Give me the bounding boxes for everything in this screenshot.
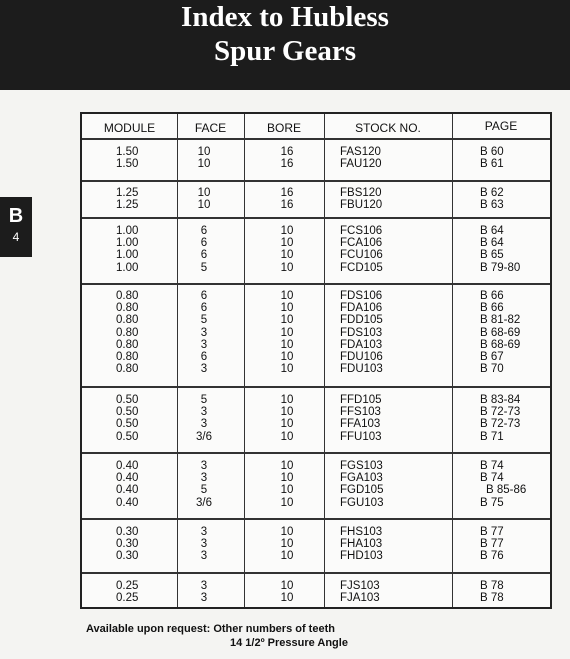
face-cell: 3 xyxy=(200,538,208,551)
page-cell: B 79-80 xyxy=(480,261,521,274)
module-cell: 1.00 xyxy=(116,237,139,250)
page-cell: B 61 xyxy=(480,158,504,171)
module-cell: 0.40 xyxy=(116,484,139,497)
table-row xyxy=(82,460,550,472)
stock-no-cell: FGD105 xyxy=(340,484,384,497)
table-row xyxy=(82,406,550,418)
stock-no-cell: FDU103 xyxy=(340,363,383,376)
face-cell: 3 xyxy=(200,550,208,563)
bore-cell: 10 xyxy=(280,363,294,376)
bore-cell: 10 xyxy=(280,350,294,363)
face-cell: 3 xyxy=(200,418,208,431)
module-group xyxy=(82,394,550,443)
table-row xyxy=(82,314,550,326)
table-row xyxy=(82,146,550,158)
bore-cell: 10 xyxy=(280,418,294,431)
bore-cell: 10 xyxy=(280,225,294,237)
table-row xyxy=(82,550,550,562)
page-header xyxy=(0,0,570,90)
group-divider xyxy=(82,217,550,219)
face-cell: 3 xyxy=(200,338,208,351)
module-cell: 1.00 xyxy=(116,249,139,262)
module-cell: 0.80 xyxy=(116,326,139,339)
column-header-module: MODULE xyxy=(103,121,156,135)
footer-note-line1: Available upon request: Other numbers of teeth xyxy=(86,623,335,635)
page-cell: B 72-73 xyxy=(480,418,521,431)
module-group xyxy=(82,187,550,211)
bore-cell: 10 xyxy=(280,326,294,339)
page-cell: B 78 xyxy=(480,580,504,592)
face-cell: 6 xyxy=(200,290,208,302)
table-row xyxy=(82,290,550,302)
stock-no-cell: FDA103 xyxy=(340,338,383,351)
header-divider xyxy=(82,138,550,140)
bore-cell: 16 xyxy=(280,199,294,212)
face-cell: 3 xyxy=(200,592,208,605)
face-cell: 5 xyxy=(200,314,208,327)
page-title-line1: Index to Hubless xyxy=(181,1,389,33)
module-cell: 1.25 xyxy=(116,187,139,199)
stock-no-cell: FGS103 xyxy=(340,460,383,472)
table-row xyxy=(82,418,550,430)
bore-cell: 10 xyxy=(280,338,294,351)
page-cell: B 70 xyxy=(480,363,504,376)
face-cell: 3 xyxy=(200,326,208,339)
table-row xyxy=(82,199,550,211)
bore-cell: 10 xyxy=(280,394,294,406)
module-cell: 0.50 xyxy=(116,430,139,443)
page-cell: B 64 xyxy=(480,225,504,237)
bore-cell: 10 xyxy=(280,406,294,419)
page-cell: B 74 xyxy=(480,472,504,485)
table-row xyxy=(82,431,550,443)
bore-cell: 10 xyxy=(280,249,294,262)
module-cell: 0.80 xyxy=(116,290,139,302)
face-cell: 5 xyxy=(200,261,208,274)
table-row xyxy=(82,237,550,249)
face-cell: 3 xyxy=(200,580,208,592)
face-cell: 5 xyxy=(200,484,208,497)
table-row xyxy=(82,339,550,351)
column-header-bore: BORE xyxy=(266,121,301,135)
page-cell: B 76 xyxy=(480,550,504,563)
group-divider xyxy=(82,386,550,388)
bore-cell: 16 xyxy=(280,187,294,199)
table-row xyxy=(82,225,550,237)
module-group xyxy=(82,580,550,604)
module-cell: 0.40 xyxy=(116,496,139,509)
page-cell: B 83-84 xyxy=(480,394,521,406)
bore-cell: 10 xyxy=(280,261,294,274)
bore-cell: 10 xyxy=(280,496,294,509)
face-cell: 10 xyxy=(197,187,211,199)
module-group xyxy=(82,460,550,509)
stock-no-cell: FFD105 xyxy=(340,394,382,406)
table-row xyxy=(82,158,550,170)
table-row xyxy=(82,580,550,592)
module-cell: 0.80 xyxy=(116,302,139,315)
stock-no-cell: FCU106 xyxy=(340,249,383,262)
page-cell: B 68-69 xyxy=(480,326,521,339)
page-cell: B 66 xyxy=(480,290,504,302)
stock-no-cell: FFS103 xyxy=(340,406,381,419)
face-cell: 6 xyxy=(200,350,208,363)
stock-no-cell: FBS120 xyxy=(340,187,382,199)
table-row xyxy=(82,484,550,496)
group-divider xyxy=(82,518,550,520)
page-cell: B 72-73 xyxy=(480,406,521,419)
stock-no-cell: FJA103 xyxy=(340,592,380,605)
page-cell: B 60 xyxy=(480,146,504,158)
stock-no-cell: FDS103 xyxy=(340,326,383,339)
table-row xyxy=(82,363,550,375)
bore-cell: 10 xyxy=(280,430,294,443)
table-row xyxy=(82,538,550,550)
stock-no-cell: FCA106 xyxy=(340,237,383,250)
face-cell: 3/6 xyxy=(196,430,212,443)
stock-no-cell: FAU120 xyxy=(340,158,382,171)
module-cell: 1.00 xyxy=(116,261,139,274)
page-cell: B 66 xyxy=(480,302,504,315)
table-row xyxy=(82,526,550,538)
module-cell: 0.40 xyxy=(116,472,139,485)
section-tab xyxy=(0,197,32,257)
face-cell: 10 xyxy=(197,158,211,171)
page-cell: B 81-82 xyxy=(480,314,521,327)
face-cell: 10 xyxy=(197,146,211,158)
bore-cell: 10 xyxy=(280,550,294,563)
page-cell: B 85-86 xyxy=(486,484,527,497)
module-group xyxy=(82,526,550,563)
face-cell: 3 xyxy=(200,526,208,538)
table-row xyxy=(82,302,550,314)
face-cell: 6 xyxy=(200,302,208,315)
page-cell: B 62 xyxy=(480,187,504,199)
table-row xyxy=(82,592,550,604)
face-cell: 6 xyxy=(200,225,208,237)
bore-cell: 10 xyxy=(280,526,294,538)
page-cell: B 68-69 xyxy=(480,338,521,351)
stock-no-cell: FCD105 xyxy=(340,261,383,274)
table-row xyxy=(82,472,550,484)
group-divider xyxy=(82,572,550,574)
table-row xyxy=(82,394,550,406)
bore-cell: 10 xyxy=(280,538,294,551)
table-row xyxy=(82,327,550,339)
column-header-face: FACE xyxy=(194,121,227,135)
stock-no-cell: FDU106 xyxy=(340,350,383,363)
page-cell: B 63 xyxy=(480,199,504,212)
module-cell: 0.50 xyxy=(116,406,139,419)
face-cell: 5 xyxy=(200,394,208,406)
stock-no-cell: FDA106 xyxy=(340,302,383,315)
page-cell: B 71 xyxy=(480,430,504,443)
table-row xyxy=(82,351,550,363)
bore-cell: 10 xyxy=(280,592,294,605)
bore-cell: 10 xyxy=(280,472,294,485)
module-cell: 0.30 xyxy=(116,526,139,538)
column-header-stock-no: STOCK NO. xyxy=(355,121,421,135)
group-divider xyxy=(82,180,550,182)
face-cell: 3 xyxy=(200,363,208,376)
page-cell: B 65 xyxy=(480,249,504,262)
face-cell: 3/6 xyxy=(196,496,212,509)
section-number: 4 xyxy=(12,230,20,244)
gear-index-table xyxy=(80,112,552,609)
stock-no-cell: FBU120 xyxy=(340,199,383,212)
stock-no-cell: FGA103 xyxy=(340,472,383,485)
bore-cell: 10 xyxy=(280,290,294,302)
face-cell: 3 xyxy=(200,472,208,485)
face-cell: 3 xyxy=(200,460,208,472)
stock-no-cell: FDS106 xyxy=(340,290,383,302)
group-divider xyxy=(82,452,550,454)
face-cell: 6 xyxy=(200,249,208,262)
stock-no-cell: FGU103 xyxy=(340,496,384,509)
table-row xyxy=(82,187,550,199)
module-group xyxy=(82,146,550,170)
page-title-line2: Spur Gears xyxy=(213,35,357,67)
bore-cell: 16 xyxy=(280,146,294,158)
module-cell: 0.30 xyxy=(116,550,139,563)
table-row xyxy=(82,249,550,261)
module-cell: 1.50 xyxy=(116,146,139,158)
page-cell: B 64 xyxy=(480,237,504,250)
module-cell: 0.30 xyxy=(116,538,139,551)
group-divider xyxy=(82,283,550,285)
stock-no-cell: FHD103 xyxy=(340,550,383,563)
stock-no-cell: FDD105 xyxy=(340,314,383,327)
module-cell: 0.50 xyxy=(116,394,139,406)
stock-no-cell: FCS106 xyxy=(340,225,383,237)
module-group xyxy=(82,290,550,375)
module-cell: 0.25 xyxy=(116,580,139,592)
section-letter: B xyxy=(8,205,24,227)
module-cell: 0.40 xyxy=(116,460,139,472)
face-cell: 6 xyxy=(200,237,208,250)
face-cell: 10 xyxy=(197,199,211,212)
module-cell: 0.80 xyxy=(116,314,139,327)
page-cell: B 78 xyxy=(480,592,504,605)
stock-no-cell: FFA103 xyxy=(340,418,381,431)
footer-note xyxy=(86,622,348,650)
page-cell: B 77 xyxy=(480,538,504,551)
module-group xyxy=(82,225,550,274)
module-cell: 1.50 xyxy=(116,158,139,171)
bore-cell: 10 xyxy=(280,302,294,315)
bore-cell: 10 xyxy=(280,314,294,327)
module-cell: 0.80 xyxy=(116,350,139,363)
table-row xyxy=(82,262,550,274)
table-row xyxy=(82,497,550,509)
module-cell: 0.50 xyxy=(116,418,139,431)
module-cell: 0.80 xyxy=(116,363,139,376)
module-cell: 0.25 xyxy=(116,592,139,605)
page-cell: B 67 xyxy=(480,350,504,363)
stock-no-cell: FHS103 xyxy=(340,526,383,538)
module-cell: 1.25 xyxy=(116,199,139,212)
bore-cell: 10 xyxy=(280,460,294,472)
bore-cell: 10 xyxy=(280,580,294,592)
stock-no-cell: FJS103 xyxy=(340,580,380,592)
page-cell: B 77 xyxy=(480,526,504,538)
module-cell: 1.00 xyxy=(116,225,139,237)
bore-cell: 10 xyxy=(280,484,294,497)
page-cell: B 74 xyxy=(480,460,504,472)
stock-no-cell: FAS120 xyxy=(340,146,381,158)
stock-no-cell: FFU103 xyxy=(340,430,382,443)
face-cell: 3 xyxy=(200,406,208,419)
bore-cell: 10 xyxy=(280,237,294,250)
stock-no-cell: FHA103 xyxy=(340,538,383,551)
bore-cell: 16 xyxy=(280,158,294,171)
module-cell: 0.80 xyxy=(116,338,139,351)
page-cell: B 75 xyxy=(480,496,504,509)
column-header-page: PAGE xyxy=(484,119,518,133)
footer-note-line2: 14 1/2º Pressure Angle xyxy=(230,637,348,649)
